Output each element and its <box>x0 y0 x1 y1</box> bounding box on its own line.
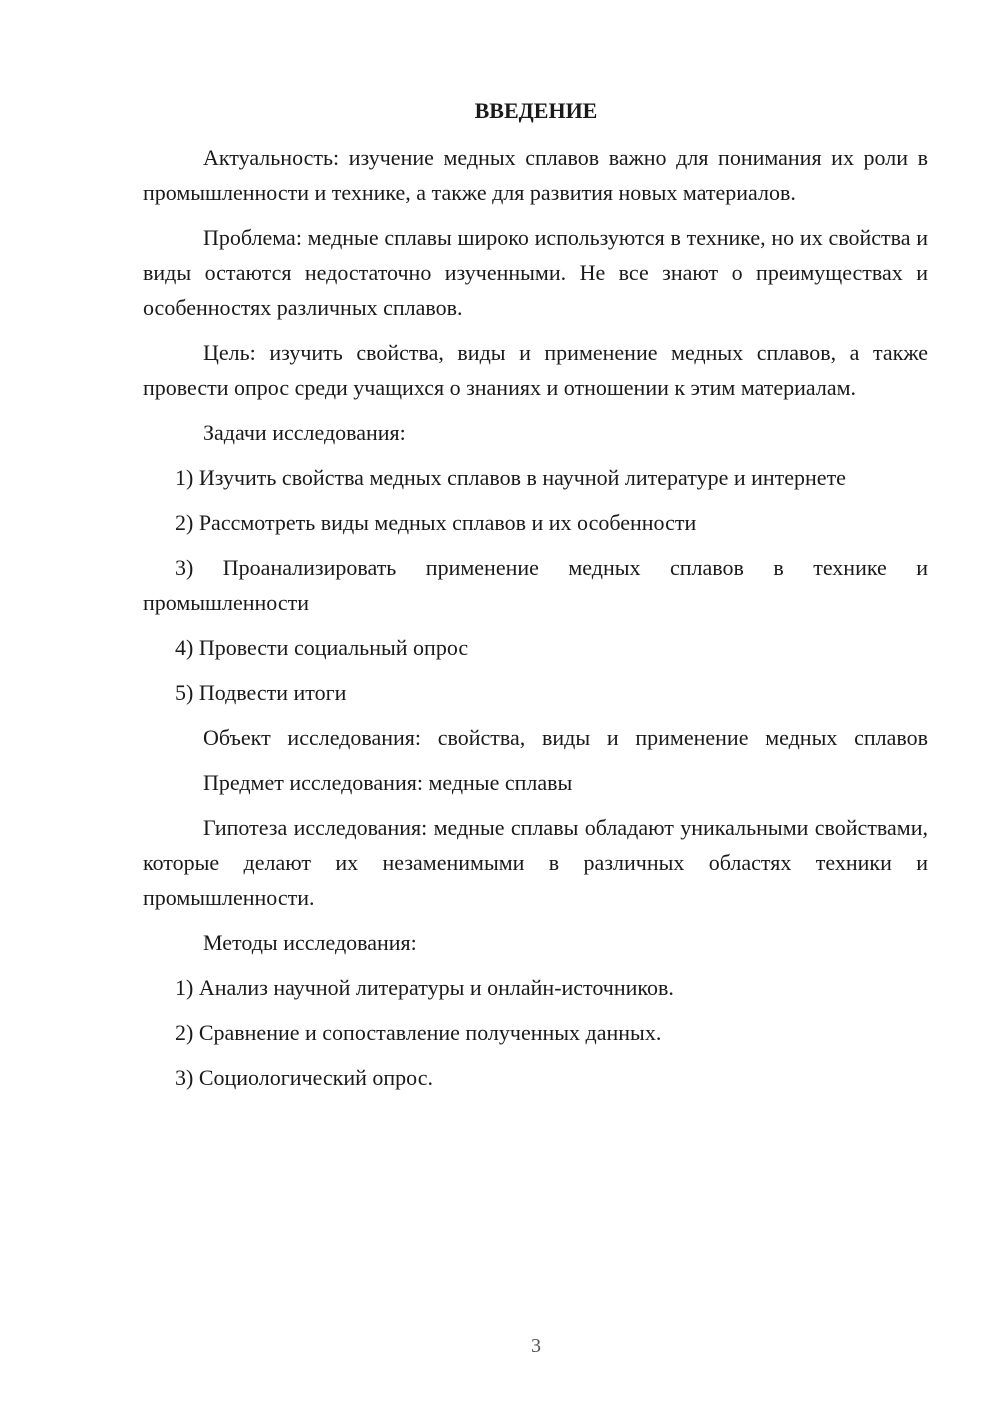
methods-heading: Методы исследования: <box>203 930 417 955</box>
goal-paragraph: Цель: изучить свойства, виды и применение медных сплавов, а также провести опрос среди учащихся о знаниях и отношении к этим материалам. <box>143 340 928 400</box>
task-item: 2) Рассмотреть виды медных сплавов и их особенности <box>175 510 697 535</box>
method-item: 1) Анализ научной литературы и онлайн-источников. <box>175 975 674 1000</box>
tasks-heading: Задачи исследования: <box>203 420 406 445</box>
subject-paragraph: Предмет исследования: медные сплавы <box>203 770 573 795</box>
task-item: 1) Изучить свойства медных сплавов в научной литературе и интернете <box>175 465 846 490</box>
object-paragraph: Объект исследования: свойства, виды и применение медных сплавов <box>203 725 928 750</box>
problem-paragraph: Проблема: медные сплавы широко используются в технике, но их свойства и виды остаются недостаточно изученными. Не все знают о преимуществах и особенностях различных сплавов. <box>143 225 928 320</box>
section-title: ВВЕДЕНИЕ <box>474 98 598 123</box>
method-item: 2) Сравнение и сопоставление полученных данных. <box>175 1020 662 1045</box>
document-body <box>143 140 928 1105</box>
task-item: 4) Провести социальный опрос <box>175 635 469 660</box>
task-item: 3) Проанализировать применение медных сплавов в технике и промышленности <box>143 555 928 615</box>
task-item: 5) Подвести итоги <box>175 680 347 705</box>
relevance-paragraph: Актуальность: изучение медных сплавов важно для понимания их роли в промышленности и технике, а также для развития новых материалов. <box>143 145 928 205</box>
page-number: 3 <box>531 1335 541 1357</box>
hypothesis-paragraph: Гипотеза исследования: медные сплавы обладают уникальными свойствами, которые делают их незаменимыми в различных областях техники и промышленности. <box>143 815 928 910</box>
method-item: 3) Социологический опрос. <box>175 1065 433 1090</box>
